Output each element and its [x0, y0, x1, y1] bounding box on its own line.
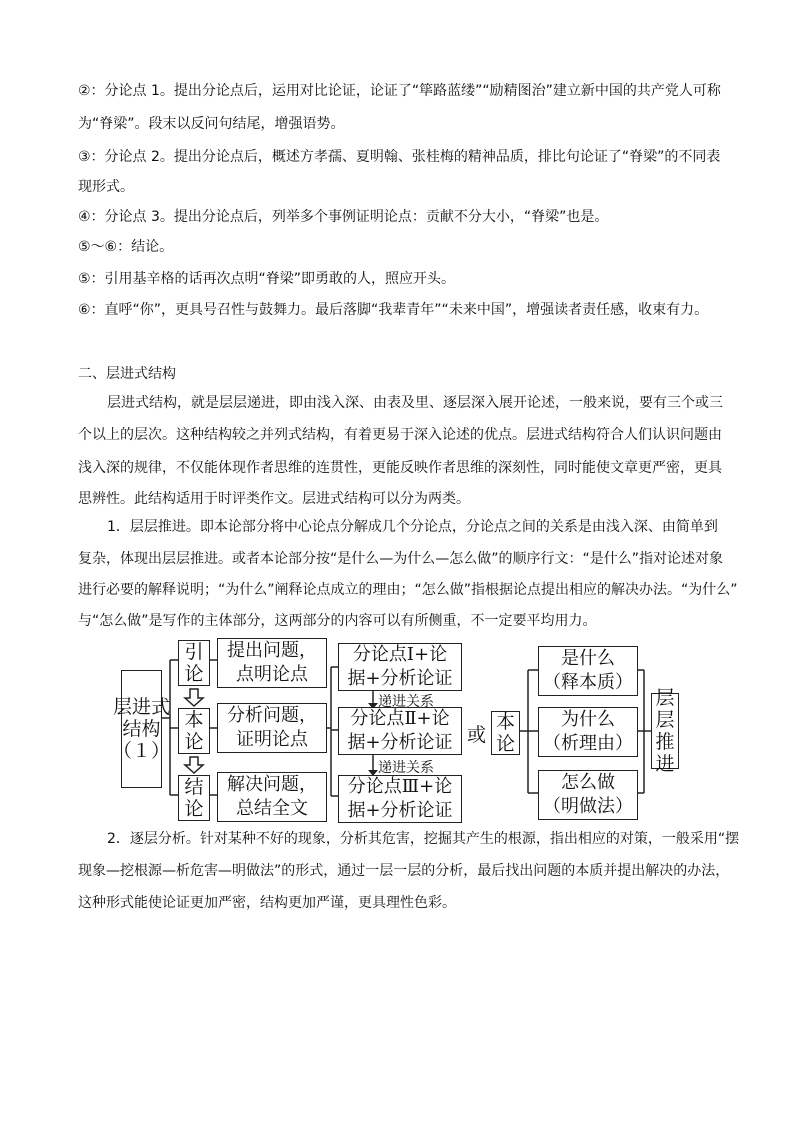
intro-line: 层进式结构，就是层层递进，即由浅入深、由表及里、逐层深入展开论述，一般来说，要有三个或三 — [107, 395, 723, 411]
diagram-root-box: 层进式结构（１） — [121, 670, 162, 788]
diagram-part-desc-line: 解决问题， — [227, 774, 317, 795]
point1-line: 复杂，体现出层层推进。或者本论部分按“是什么—为什么—怎么做”的顺序行文：“是什么”指对论述对象 — [78, 551, 724, 567]
point1-line: 与“怎么做”是写作的主体部分，这两部分的内容可以有所侧重，不一定要平均用力。 — [78, 613, 597, 629]
diagram-part-desc-line: 分析问题， — [227, 705, 317, 726]
analysis-line: 为“脊梁”。段末以反问句结尾，增强语势。 — [78, 116, 345, 132]
diagram-sub-point-line: 分论点Ⅱ+论 — [350, 708, 450, 729]
diagram-part-conclusion: 结论 — [178, 775, 210, 821]
diagram-sub-point — [338, 707, 462, 755]
diagram-part-desc — [217, 703, 327, 753]
analysis-line: ⑤：引用基辛格的话再次点明“脊梁”即勇敢的人，照应开头。 — [78, 271, 456, 287]
analysis-line: ⑤～⑥：结论。 — [78, 239, 174, 255]
analysis-line: ④：分论点 3。提出分论点后，列举多个事例证明论点：贡献不分大小，“脊梁”也是。 — [78, 209, 609, 225]
intro-line: 个以上的层次。这种结构较之并列式结构，有着更易于深入论述的优点。层进式结构符合人们认识问题由 — [78, 427, 722, 443]
diagram-why-line: 为什么 — [561, 709, 615, 730]
diagram-part-desc-line: 提出问题， — [227, 640, 317, 661]
diagram-result-box: 层层推进 — [651, 693, 679, 769]
diagram-part-body: 本论 — [178, 708, 210, 754]
diagram-part-desc-line: 点明论点 — [236, 664, 308, 685]
diagram-part-intro: 引论 — [178, 640, 210, 686]
diagram-sub-point — [338, 775, 462, 823]
analysis-line: ②：分论点 1。提出分论点后，运用对比论证，论证了“筚路蓝缕”“励精图治”建立新中国的共产党人可称 — [78, 83, 721, 99]
diagram-why-line: （释本质） — [543, 672, 633, 693]
diagram-sub-point-line: 据+分析论证 — [347, 800, 453, 821]
diagram-why-line: 怎么做 — [561, 772, 615, 793]
diagram-why-box — [538, 646, 638, 696]
point1-line: 进行必要的解释说明；“为什么”阐释论点成立的理由；“怎么做”指根据论点提出相应的解决办法。“为什么” — [78, 582, 738, 598]
diagram-part-desc-line: 证明论点 — [236, 729, 308, 750]
point2-line: 2．逐层分析。针对某种不好的现象，分析其危害，挖掘其产生的根源，指出相应的对策，一般采用“摆 — [107, 831, 740, 847]
progress-label: 递进关系 — [378, 760, 434, 776]
diagram-why-line: （析理由） — [543, 733, 633, 754]
analysis-line: ⑥：直呼“你”，更具号召性与鼓舞力。最后落脚“我辈青年”“未来中国”，增强读者责任感，收束有力。 — [78, 302, 709, 318]
point2-line: 现象—挖根源—析危害—明做法”的形式，通过一层一层的分析，最后找出问题的本质并提出解决的办法， — [78, 863, 730, 879]
point2-line: 这种形式能使论证更加严密，结构更加严谨，更具理性色彩。 — [78, 895, 456, 911]
diagram-part-desc — [217, 772, 327, 822]
analysis-line: 现形式。 — [78, 179, 134, 195]
diagram-sub-point — [338, 643, 462, 691]
point1-line: 1．层层推进。即本论部分将中心论点分解成几个分论点，分论点之间的关系是由浅入深、由简单到 — [107, 519, 718, 535]
diagram-sub-point-line: 据+分析论证 — [347, 668, 453, 689]
intro-line: 思辨性。此结构适用于时评类作文。层进式结构可以分为两类。 — [78, 491, 470, 507]
diagram-why-line: （明做法） — [543, 796, 633, 817]
diagram-body-alt: 本论 — [491, 711, 520, 755]
diagram-part-desc-line: 总结全文 — [236, 798, 308, 819]
diagram-why-line: 是什么 — [561, 648, 615, 669]
diagram-part-desc — [217, 638, 327, 688]
diagram-sub-point-line: 分论点Ⅰ+论 — [352, 644, 448, 665]
intro-line: 浅入深的规律，不仅能体现作者思维的连贯性，更能反映作者思维的深刻性，同时能使文章更严密，更具 — [78, 460, 722, 476]
or-label: 或 — [467, 724, 487, 746]
section-title: 二、层进式结构 — [78, 366, 176, 382]
diagram-sub-point-line: 分论点Ⅲ+论 — [347, 776, 453, 797]
diagram-why-box — [538, 707, 638, 757]
diagram-why-box — [538, 770, 638, 820]
analysis-line: ③：分论点 2。提出分论点后，概述方孝孺、夏明翰、张桂梅的精神品质，排比句论证了“脊梁”的不同表 — [78, 149, 721, 165]
diagram-sub-point-line: 据+分析论证 — [347, 732, 453, 753]
progress-label: 递进关系 — [378, 694, 434, 710]
